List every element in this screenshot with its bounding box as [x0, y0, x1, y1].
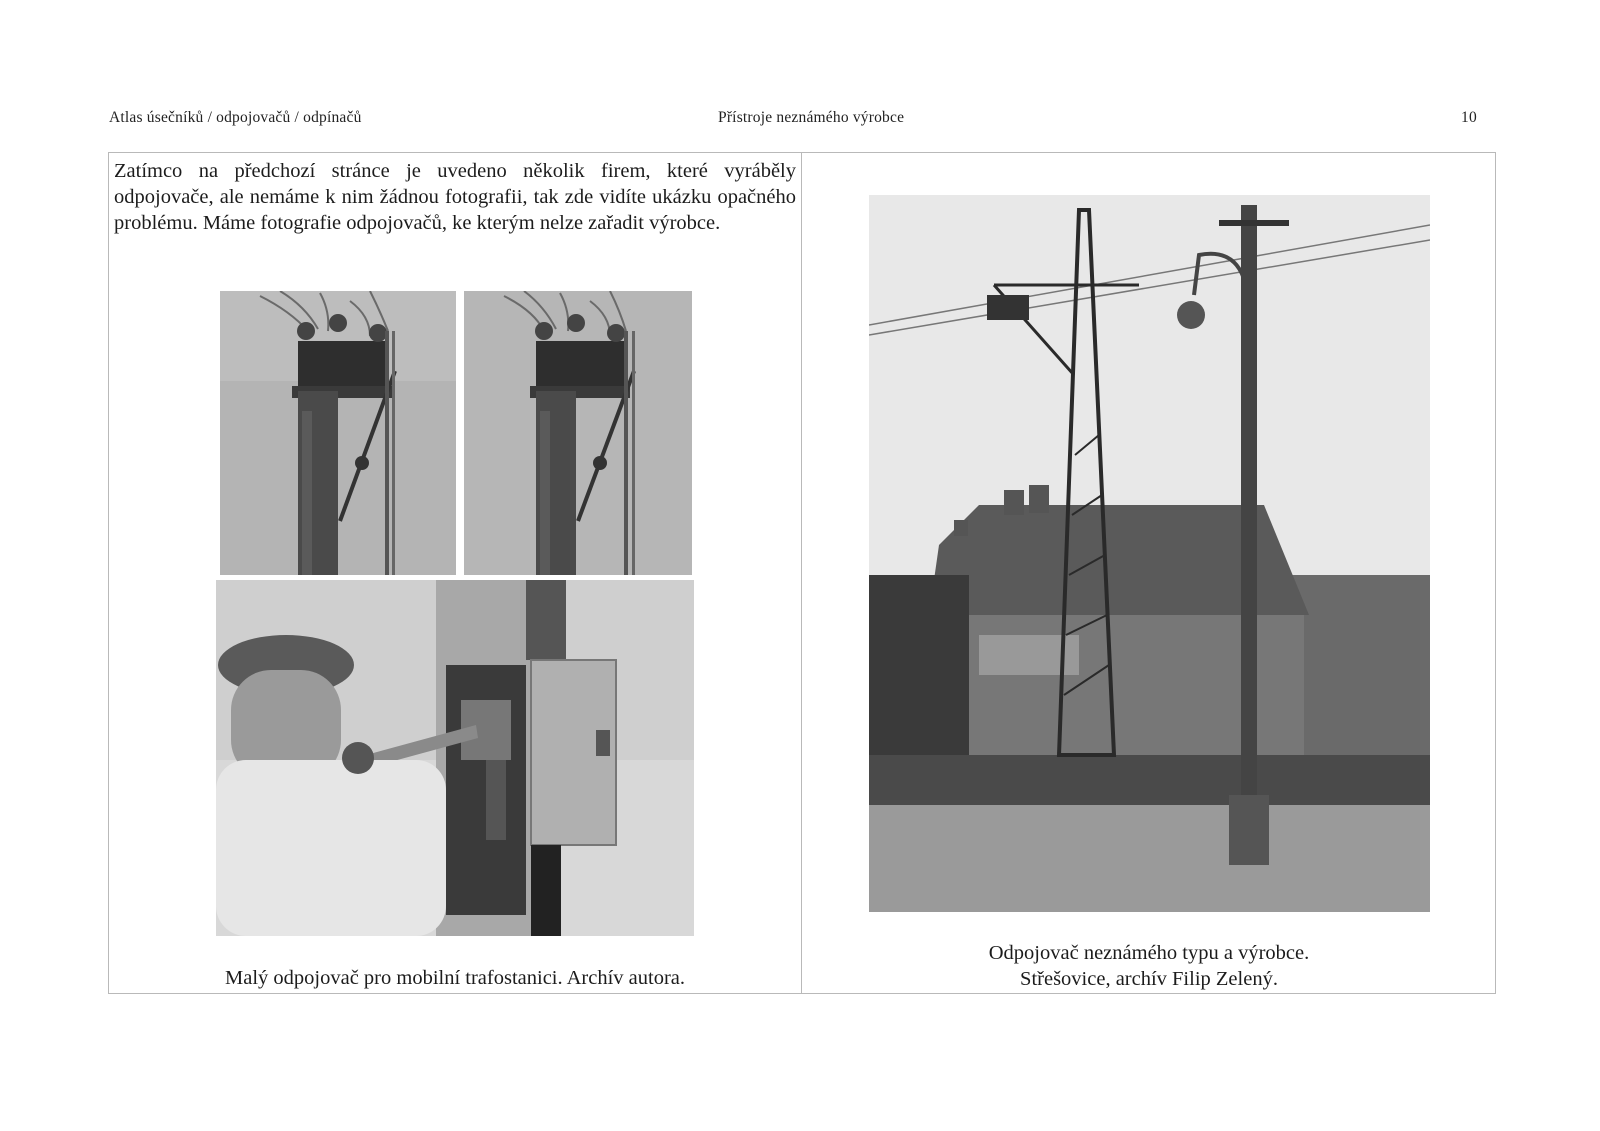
column-divider — [801, 152, 802, 994]
caption-unknown-disconnector-line1: Odpojovač neznámého typu a výrobce. — [988, 942, 1310, 964]
intro-paragraph: Zatímco na předchozí stránce je uvedeno několik firem, které vyráběly odpojovače, ale nemáme k nim žádnou fotografii, tak zde vidíte ukázku opačného problému. Máme fotografie odpojovačů, ke kterým nelze zařadit výrobce. — [114, 160, 796, 234]
running-header-chapter: Přístroje neznámého výrobce — [718, 109, 905, 126]
photo-man-operating-disconnector — [216, 580, 694, 936]
caption-unknown-disconnector — [802, 940, 1496, 992]
page-number: 10 — [1461, 109, 1477, 126]
caption-unknown-disconnector-line2: Střešovice, archív Filip Zelený. — [1020, 968, 1278, 990]
caption-mobile-substation: Malý odpojovač pro mobilní trafostanici. Archív autora. — [225, 967, 685, 989]
photo-pole-disconnector-2 — [464, 291, 692, 575]
photo-pole-disconnector-1 — [220, 291, 456, 575]
photo-streetscape-disconnector — [869, 195, 1430, 912]
running-header-title: Atlas úsečníků / odpojovačů / odpínačů — [109, 109, 362, 126]
